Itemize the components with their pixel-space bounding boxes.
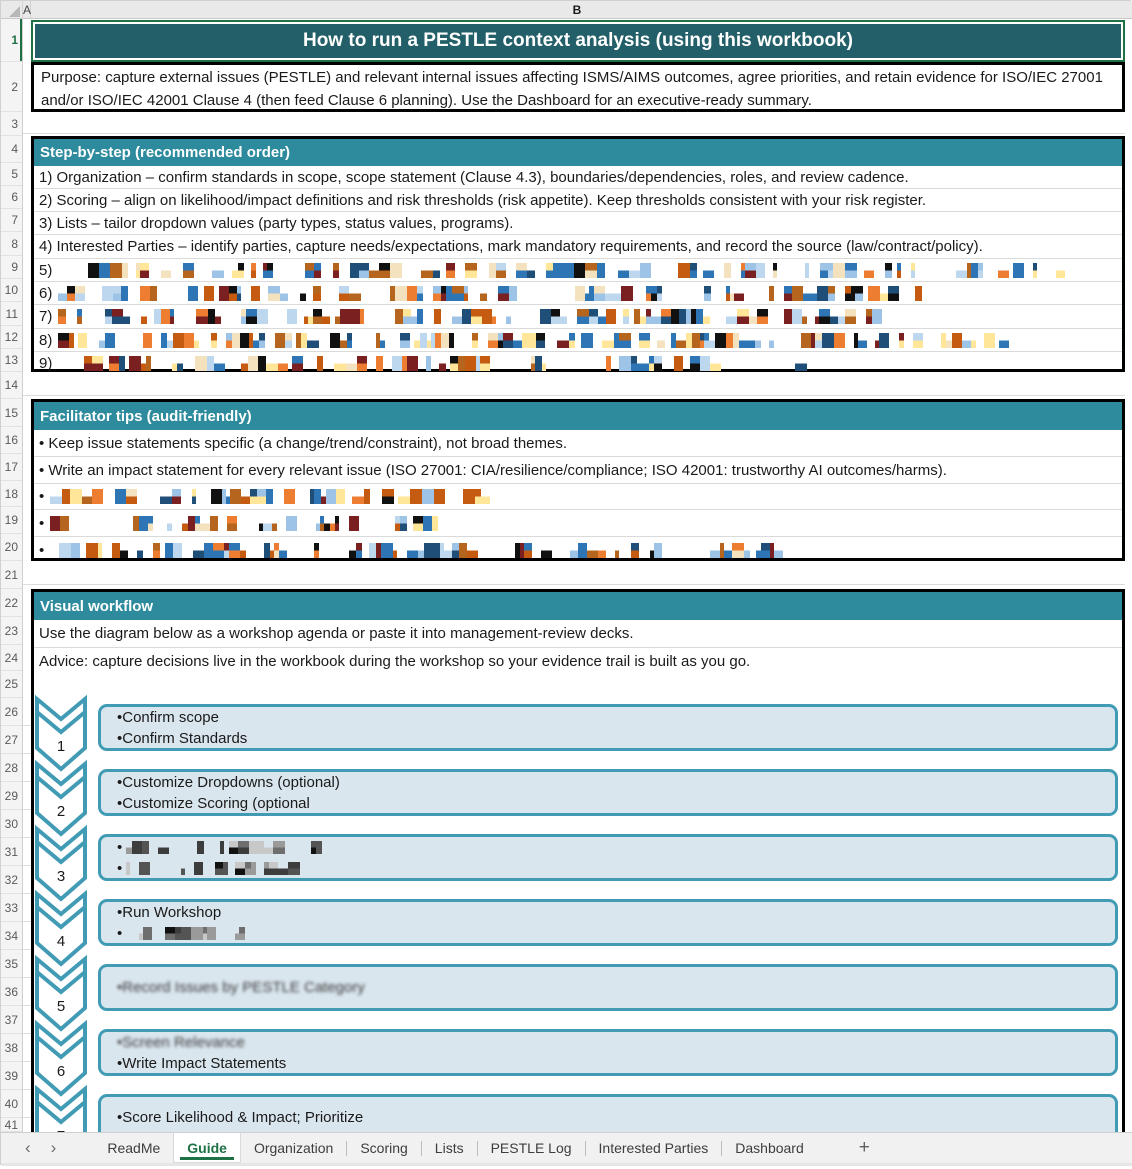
- workflow-box-text: •Write Impact Statements: [117, 1054, 287, 1072]
- gridline: [23, 395, 1125, 396]
- row-header-21[interactable]: 21: [1, 561, 22, 589]
- row-header-18[interactable]: 18: [1, 481, 22, 507]
- row-header-10[interactable]: 10: [1, 279, 22, 302]
- tip-row-2[interactable]: • Write an impact statement for every relevant issue (ISO 27001: CIA/resilience/compliance; ISO 42001: trustworthy AI outcomes/harms).: [34, 457, 1122, 484]
- row-header-40[interactable]: 40: [1, 1090, 22, 1118]
- select-all-corner[interactable]: [1, 1, 23, 19]
- row-header-32[interactable]: 32: [1, 866, 22, 894]
- workflow-box-text: •Confirm Standards: [117, 729, 248, 747]
- row-header-5[interactable]: 5: [1, 163, 22, 186]
- sheet-tab-pestle-log[interactable]: PESTLE Log: [490, 1140, 572, 1156]
- workflow-advice-cell[interactable]: Advice: capture decisions live in the workbook during the workshop so your evidence trail is built as you go.: [39, 652, 751, 670]
- workflow-step-box-1[interactable]: [98, 704, 1118, 751]
- row-prefix: 8): [39, 331, 53, 349]
- workflow-box-line: [117, 923, 1115, 944]
- row-header-34[interactable]: 34: [1, 922, 22, 950]
- select-all-icon: [9, 6, 20, 17]
- column-header-a[interactable]: A: [23, 3, 32, 17]
- status-bar: [1, 1163, 1132, 1166]
- sheet-tab-bar: [1, 1132, 1132, 1163]
- row-header-12[interactable]: 12: [1, 326, 22, 349]
- row-header-37[interactable]: 37: [1, 1006, 22, 1034]
- step-row-9[interactable]: [34, 352, 1122, 375]
- row-prefix: 5): [39, 261, 53, 279]
- row-header-15[interactable]: 15: [1, 399, 22, 427]
- row-header-41[interactable]: 41: [1, 1118, 22, 1132]
- row-header-2[interactable]: 2: [1, 62, 22, 112]
- tip-row-4[interactable]: [34, 510, 1122, 537]
- workflow-box-text: •Customize Scoring (optional: [117, 794, 310, 812]
- row-prefix: •: [39, 542, 45, 559]
- step-row-7[interactable]: [34, 305, 1122, 329]
- column-header-b[interactable]: B: [572, 3, 582, 17]
- gridlines-column-a: [23, 698, 31, 1132]
- chevron-number: 4: [56, 933, 66, 950]
- row-header-8[interactable]: 8: [1, 232, 22, 256]
- row-prefix: •: [39, 514, 45, 532]
- row-header-4[interactable]: 4: [1, 136, 22, 163]
- row-header-17[interactable]: 17: [1, 454, 22, 481]
- title-cell[interactable]: How to run a PESTLE context analysis (using this workbook): [31, 20, 1125, 62]
- workflow-box-line: [117, 728, 1115, 749]
- row-header-33[interactable]: 33: [1, 894, 22, 922]
- row-header-6[interactable]: 6: [1, 186, 22, 209]
- workflow-box-text: •Run Workshop: [117, 903, 222, 921]
- row-header-20[interactable]: 20: [1, 534, 22, 561]
- row-prefix: 6): [39, 284, 53, 302]
- row-prefix: 7): [39, 308, 53, 325]
- sheet-tab-organization[interactable]: Organization: [253, 1140, 334, 1156]
- column-header-strip: [1, 1, 1132, 19]
- redacted-text: [126, 841, 336, 854]
- purpose-cell[interactable]: Purpose: capture external issues (PESTLE) and relevant internal issues affecting ISMS/AIMS outcomes, agree priorities, and retain evidence for ISO/IEC 27001 and/or ISO/IEC 42001 Clause 4 (then feed Clause 6 planning). Use the Dashboard for an executive-ready summary.: [31, 62, 1125, 112]
- step-row-6[interactable]: [34, 282, 1122, 305]
- redacted-text: [50, 516, 435, 531]
- redacted-text: [126, 927, 241, 940]
- gridline: [23, 584, 1125, 585]
- tip-row-5[interactable]: [34, 537, 1122, 564]
- row-header-7[interactable]: 7: [1, 209, 22, 232]
- step-row-8[interactable]: [34, 329, 1122, 352]
- row-header-27[interactable]: 27: [1, 726, 22, 754]
- tip-row-1[interactable]: • Keep issue statements specific (a change/trend/constraint), not broad themes.: [34, 430, 1122, 457]
- bullet: •: [117, 838, 123, 856]
- workflow-step-box-2[interactable]: [98, 769, 1118, 816]
- row-header-14[interactable]: 14: [1, 372, 22, 399]
- row-prefix: •: [39, 488, 45, 505]
- row-header-35[interactable]: 35: [1, 950, 22, 978]
- redacted-text: [58, 309, 878, 324]
- redacted-text: [58, 286, 918, 301]
- tips-section: [31, 399, 1125, 561]
- chevron-number: 1: [56, 738, 66, 755]
- tip-row-3[interactable]: [34, 484, 1122, 510]
- step-row-1[interactable]: 1) Organization – confirm standards in scope, scope statement (Clause 4.3), boundaries/dependencies, roles, and review cadence.: [34, 166, 1122, 189]
- row-prefix: 9): [39, 355, 53, 372]
- workflow-step-box-4[interactable]: [98, 899, 1118, 946]
- gridline: [23, 133, 1125, 134]
- redacted-text: [126, 862, 306, 875]
- chevron-number: 2: [56, 803, 66, 820]
- row-header-39[interactable]: 39: [1, 1062, 22, 1090]
- workflow-step-box-5[interactable]: [98, 964, 1118, 1011]
- redacted-text: [50, 489, 500, 504]
- sheet-tab-lists[interactable]: Lists: [434, 1140, 464, 1156]
- chevron-number: 6: [56, 1063, 66, 1080]
- row-header-13[interactable]: 13: [1, 349, 22, 372]
- row-header-16[interactable]: 16: [1, 427, 22, 454]
- redacted-text: [58, 333, 1008, 348]
- redacted-text: [50, 543, 780, 558]
- step-row-5[interactable]: [34, 259, 1122, 282]
- step-row-4[interactable]: 4) Interested Parties – identify parties, capture needs/expectations, mark mandatory requirements, and record the source (law/contract/policy).: [34, 235, 1122, 259]
- workflow-box-line: [117, 858, 1115, 879]
- workflow-box-line: [117, 902, 1115, 923]
- row-header-1[interactable]: 1: [1, 19, 22, 62]
- steps-section-header[interactable]: Step-by-step (recommended order): [34, 139, 1122, 166]
- sheet-canvas: [23, 19, 1132, 1132]
- row-header-28[interactable]: 28: [1, 754, 22, 782]
- redacted-text: [58, 263, 1058, 278]
- steps-section: [31, 136, 1125, 372]
- workflow-box-line: [117, 793, 1115, 814]
- workflow-box-text: •Score Likelihood & Impact; Prioritize: [117, 1109, 364, 1126]
- row-header-11[interactable]: 11: [1, 302, 22, 326]
- step-row-3[interactable]: 3) Lists – tailor dropdown values (party types, status values, programs).: [34, 212, 1122, 235]
- row-header-gutter: [1, 19, 23, 1132]
- workflow-box-line: [117, 772, 1115, 793]
- prev-sheet-arrow[interactable]: ‹: [25, 1138, 31, 1157]
- row-header-19[interactable]: 19: [1, 507, 22, 534]
- row-header-30[interactable]: 30: [1, 810, 22, 838]
- row-header-29[interactable]: 29: [1, 782, 22, 810]
- sheet-tab-guide[interactable]: Guide: [173, 1133, 241, 1163]
- row-header-31[interactable]: 31: [1, 838, 22, 866]
- workflow-box-line: [117, 977, 1115, 998]
- row-header-24[interactable]: 24: [1, 645, 22, 671]
- row-header-23[interactable]: 23: [1, 617, 22, 645]
- workflow-intro-cell[interactable]: Use the diagram below as a workshop agenda or paste it into management-review decks.: [34, 620, 1122, 648]
- row-header-25[interactable]: 25: [1, 671, 22, 698]
- workflow-box-text: •Confirm scope: [117, 708, 219, 726]
- bullet: •: [117, 859, 123, 877]
- workflow-box-text: •Record Issues by PESTLE Category: [117, 979, 365, 996]
- redacted-text: [58, 356, 818, 371]
- workflow-box-line: [117, 1032, 1115, 1053]
- workflow-step-box-6[interactable]: [98, 1029, 1118, 1076]
- workflow-step-box-3[interactable]: [98, 834, 1118, 881]
- step-row-2[interactable]: 2) Scoring – align on likelihood/impact definitions and risk thresholds (risk appetite). Keep thresholds consistent with your risk register.: [34, 189, 1122, 212]
- chevron-number: 5: [56, 998, 66, 1015]
- row-header-22[interactable]: 22: [1, 589, 22, 617]
- sheet-tab-scoring[interactable]: Scoring: [360, 1140, 408, 1156]
- row-header-9[interactable]: 9: [1, 256, 22, 279]
- workflow-box-text: •Screen Relevance: [117, 1033, 245, 1051]
- workflow-box-text: •Customize Dropdowns (optional): [117, 773, 340, 791]
- next-sheet-arrow[interactable]: ›: [50, 1138, 57, 1157]
- workflow-section-header[interactable]: Visual workflow: [34, 592, 1122, 620]
- sheet-tab-dashboard[interactable]: Dashboard: [735, 1140, 804, 1156]
- sheet-tab-interested-parties[interactable]: Interested Parties: [598, 1140, 709, 1156]
- row-header-38[interactable]: 38: [1, 1034, 22, 1062]
- chevron-number: 3: [56, 868, 66, 885]
- workflow-box-line: [117, 1107, 1115, 1128]
- workflow-box-line: [117, 1053, 1115, 1074]
- row-header-3[interactable]: 3: [1, 112, 22, 136]
- workflow-box-line: [117, 837, 1115, 858]
- sheet-tab-readme[interactable]: ReadMe: [107, 1140, 161, 1156]
- workflow-box-line: [117, 707, 1115, 728]
- add-sheet-button[interactable]: +: [858, 1137, 870, 1158]
- row-header-36[interactable]: 36: [1, 978, 22, 1006]
- bullet: •: [117, 924, 123, 942]
- row-header-26[interactable]: 26: [1, 698, 22, 726]
- tips-section-header[interactable]: Facilitator tips (audit-friendly): [34, 402, 1122, 430]
